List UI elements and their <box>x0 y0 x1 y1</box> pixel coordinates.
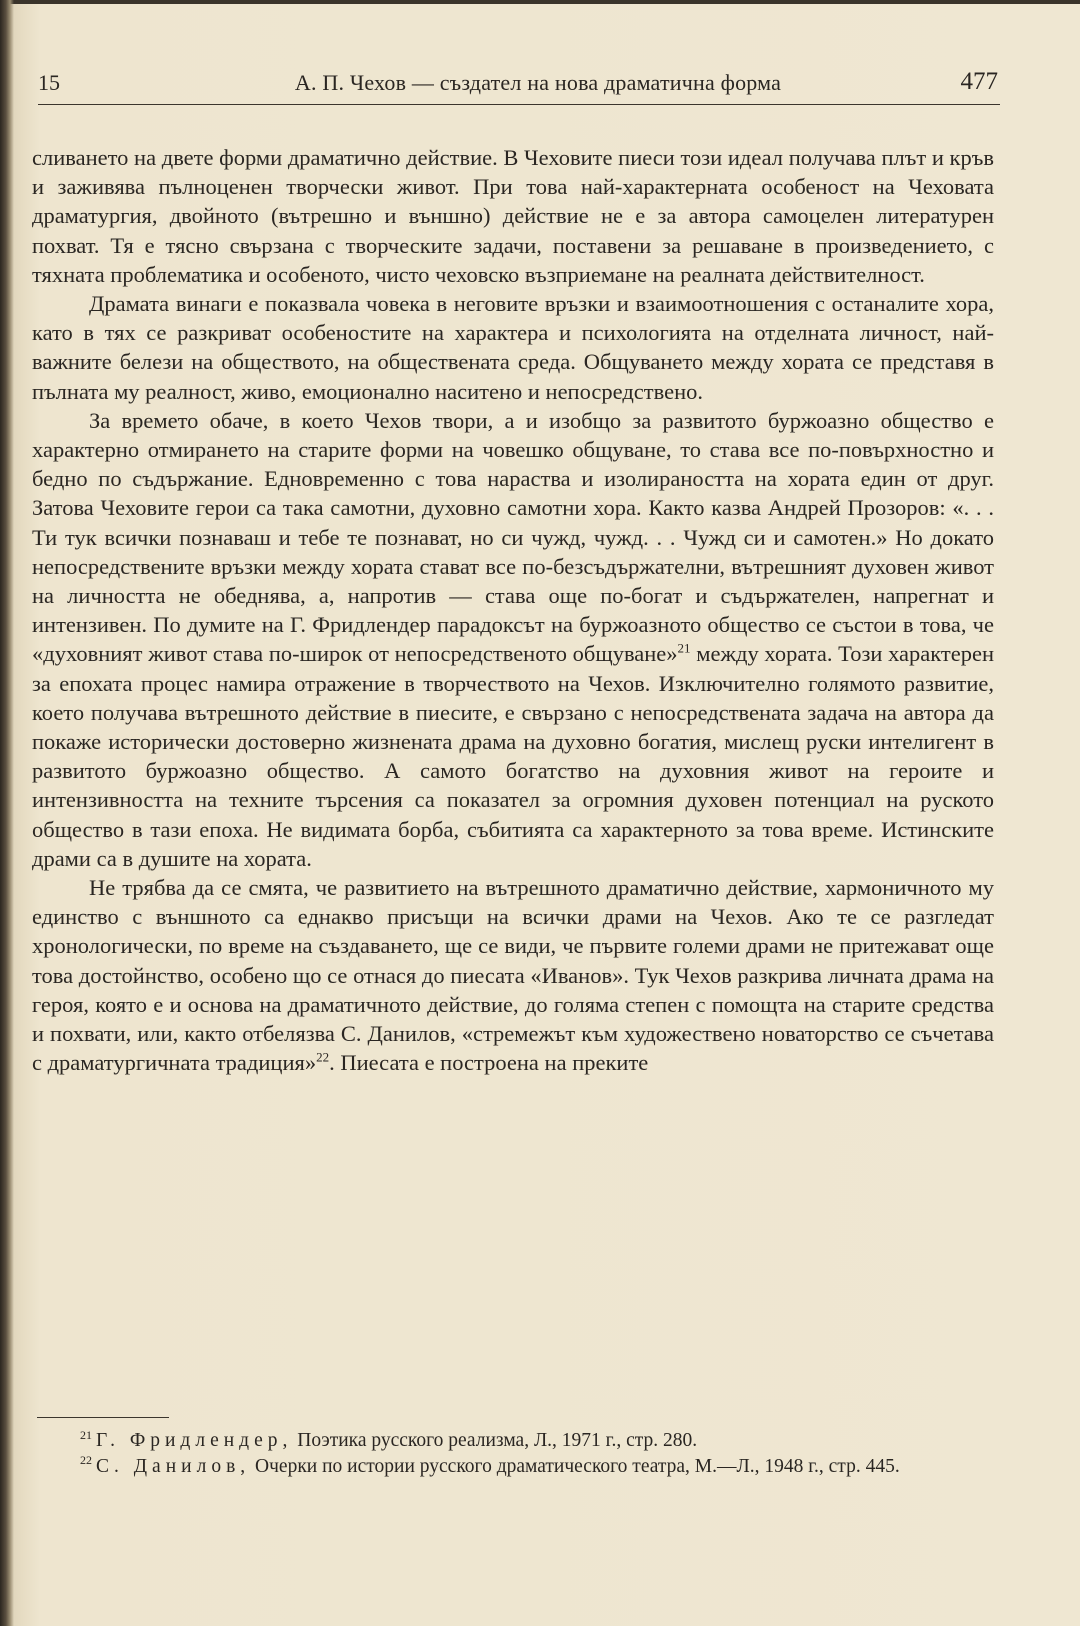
header-rule <box>38 104 1000 105</box>
running-title: А. П. Чехов — създател на нова драматична форма <box>294 70 782 95</box>
paragraph: Не трябва да се смята, че развитието на вътрешното драматично действие, хармоничното му единство с външното са еднакво присъщи на всички драми на Чехов. Ако те се разгледат хронологически, по време на създаването, ще се види, че първите големи драми не притежават още това достойнство, особено що се отнася до пиесата «Иванов». Тук Чехов разкрива личната драма на героя, която е и основа на драматичното действие, до голяма степен с помощта на старите средства и похвати, или, както отбелязва С. Данилов, «стремежът към художествено новаторство се съчетава с драматургичната традиция»$^{22}$. Пиесата е построена на преките <box>32 875 994 1076</box>
footnote-number: 22 <box>80 1453 92 1467</box>
page-top-edge <box>0 0 1080 4</box>
page-number: 477 <box>960 68 998 95</box>
footnote-author: Г. Фридлендер, <box>96 1430 293 1451</box>
paragraph: Драмата винаги е показвала човека в неговите връзки и взаимоотношения с останалите хора, като в тях се разкриват особеностите на характера и психологията на отделната личност, най-важните белези на обществото, на обществената среда. Общуването между хората се представя в пълната му реалност, живо, емоционално наситено и непосредствено. <box>32 291 994 404</box>
body-text <box>32 143 994 1078</box>
footnote-ref: 22 <box>316 1049 330 1065</box>
footnotes <box>32 1428 994 1479</box>
footnote <box>32 1428 994 1454</box>
footnote-number: 21 <box>80 1427 92 1442</box>
paragraph: сливането на двете форми драматично действие. В Чеховите пиеси този идеал получава плът и кръв и заживява пълноценен творчески живот. При това най-характерната особеност на Чеховата драматургия, двойното (вътрешно и външно) действие не е за автора самоцелен литературен похват. Тя е тясно свързана с творческите задачи, поставени за решаване в произведението, с тяхната проблематика и особеното, чисто чеховско възприемане на реалната действителност. <box>32 145 994 287</box>
running-header <box>38 66 998 106</box>
book-spine-shadow <box>0 0 14 1626</box>
footnote-text: Очерки по истории русского драматического театра, М.—Л., 1948 г., стр. 445. <box>255 1455 900 1477</box>
paragraph: За времето обаче, в което Чехов твори, а и изобщо за развитото буржоазно общество е характерно отмирането на старите форми на човешко общуване, то става все по-повърхностно и бедно по съдържание. Едновременно с това нараства и изолираността на хората един от друг. Затова Чеховите герои са така самотни, духовно самотни хора. Както казва Андрей Прозоров: «. . . Ти тук всички познаваш и тебе те познават, но си чужд, чужд. . . Чужд си и самотен.» Но докато непосредствените връзки между хората стават все по-безсъдържателни, вътрешният духовен живот на личността не обеднява, а, напротив — става още по-богат и съдържателен, напрегнат и интензивен. По думите на Г. Фридлендер парадоксът на буржоазното общество се състои в това, че «духовният живот става по-широк от непосредственото общуване»$^{21}$ между хората. Този характерен за епохата процес намира отражение в творчеството на Чехов. Изключително голямото развитие, което получава вътрешното действие в пиесите, е свързано с непосредствената задача на автора да покаже исторически достоверно жизнената драма на духовно богатия, мислещ руски интелигент в развитото буржоазно общество. А самото богатство на духовния живот на героите и интензивността на техните търсения са показател за огромния духовен потенциал на руското общество в тази епоха. Не видимата борба, събитията са характерното за това време. Истинските драми са в душите на хората. <box>32 407 995 871</box>
footnote-text: Поэтика русского реализма, Л., 1971 г., стр. 280. <box>297 1430 698 1451</box>
footnote-rule <box>37 1417 169 1418</box>
footnote <box>32 1454 994 1480</box>
chapter-number: 15 <box>38 70 60 95</box>
footnote-ref: 21 <box>677 640 691 656</box>
footnote-author: С. Данилов, <box>96 1455 251 1477</box>
